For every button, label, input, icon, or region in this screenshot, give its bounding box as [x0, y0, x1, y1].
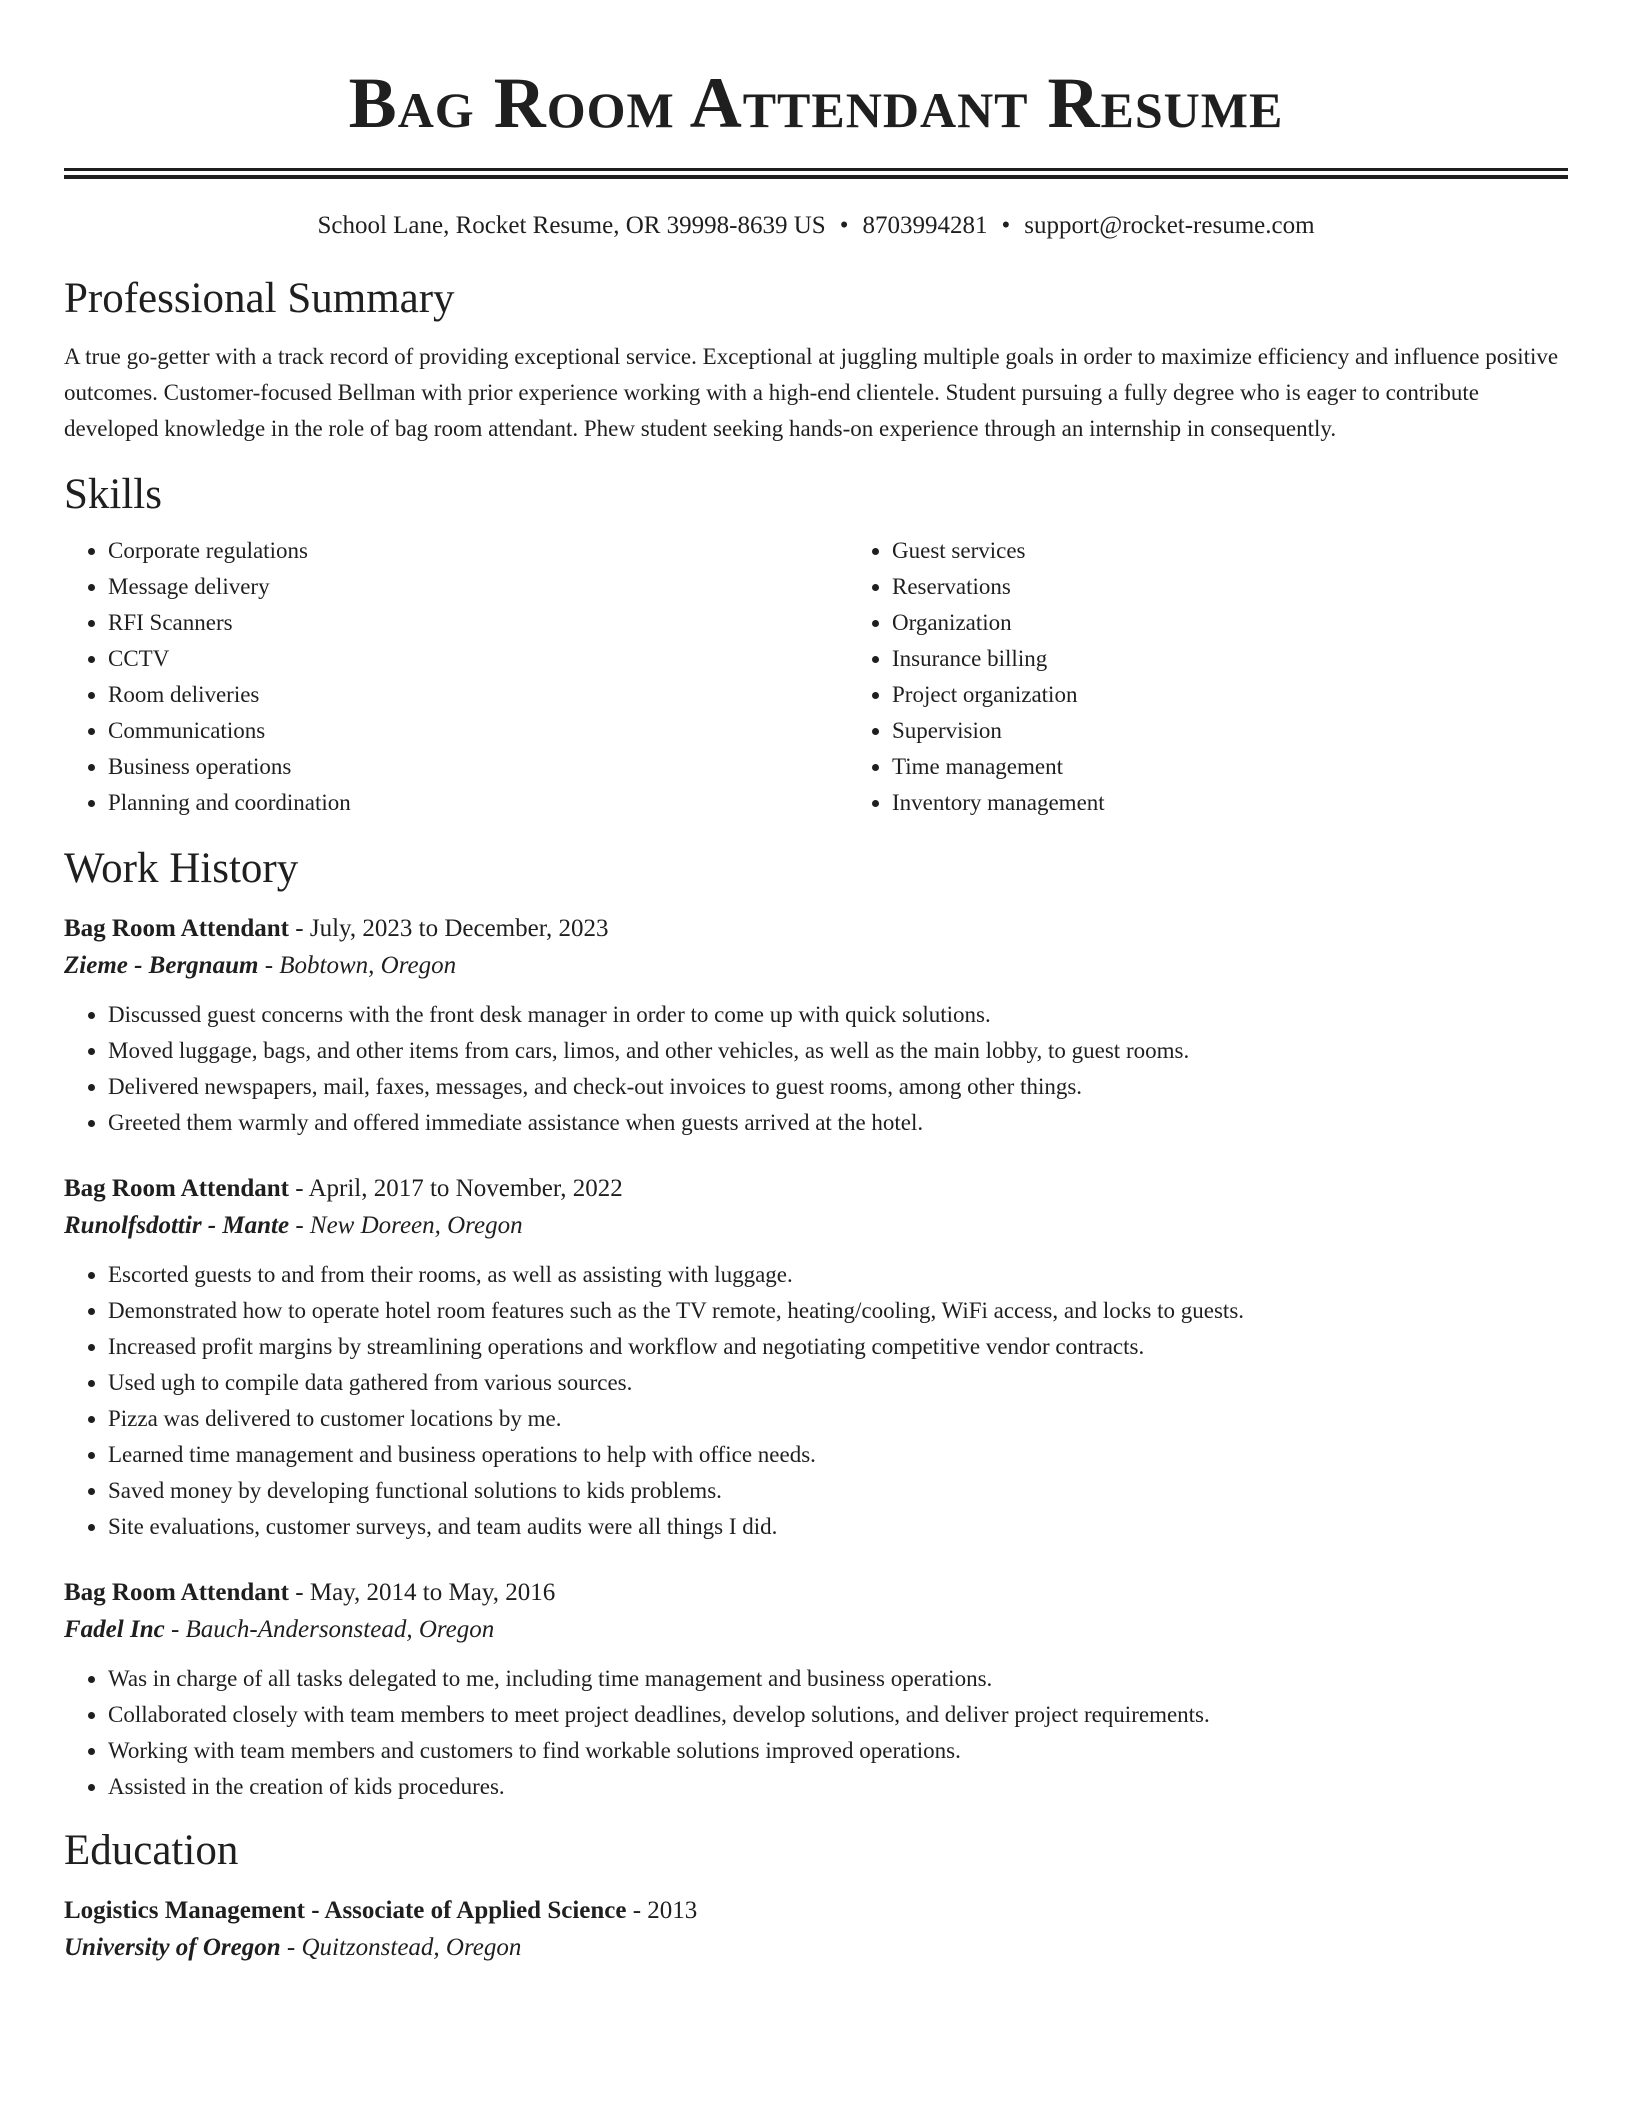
job-duty: • Working with team members and customers to find workable solutions improved operations.: [108, 1733, 1568, 1769]
job-duty: • Collaborated closely with team members to meet project deadlines, develop solutions, and deliver project requirements.: [108, 1697, 1568, 1733]
job-duty: • Site evaluations, customer surveys, and team audits were all things I did.: [108, 1509, 1568, 1545]
job-entry: [64, 1171, 1568, 1545]
job-duties: [64, 1257, 1568, 1545]
job-title: Bag Room Attendant: [64, 1175, 290, 1202]
job-duty: • Was in charge of all tasks delegated to me, including time management and business operations.: [108, 1661, 1568, 1697]
skill-item: • Organization: [892, 605, 1632, 641]
job-duty: • Saved money by developing functional solutions to kids problems.: [108, 1473, 1568, 1509]
education-year: - 2013: [632, 1897, 698, 1924]
job-duty: • Demonstrated how to operate hotel room features such as the TV remote, heating/cooling, WiFi access, and locks to guests.: [108, 1293, 1568, 1329]
contact-email: support@rocket-resume.com: [1024, 212, 1315, 239]
contact-separator: •: [1001, 212, 1011, 239]
job-duty: • Increased profit margins by streamlining operations and workflow and negotiating competitive vendor contracts.: [108, 1329, 1568, 1365]
job-company: Zieme - Bergnaum: [64, 952, 259, 979]
job-company-line: [64, 947, 1568, 985]
skills-column-left: [64, 533, 848, 821]
job-title: Bag Room Attendant: [64, 1579, 290, 1606]
skill-item: • Time management: [892, 749, 1632, 785]
education-entry: [64, 1893, 1568, 1967]
contact-line: [64, 209, 1568, 243]
resume-title: Bag Room Attendant Resume: [348, 63, 1284, 143]
job-location: - Bobtown, Oregon: [264, 952, 457, 979]
education-school-line: [64, 1929, 1568, 1967]
job-company-line: [64, 1207, 1568, 1245]
skill-item: • Communications: [108, 713, 848, 749]
education-school: University of Oregon: [64, 1934, 281, 1961]
skill-item: • Corporate regulations: [108, 533, 848, 569]
job-duty: • Delivered newspapers, mail, faxes, messages, and check-out invoices to guest rooms, among other things.: [108, 1069, 1568, 1105]
skill-item: • CCTV: [108, 641, 848, 677]
job-location: - Bauch-Andersonstead, Oregon: [170, 1616, 495, 1643]
skill-item: • Message delivery: [108, 569, 848, 605]
education-heading: Education: [64, 1827, 239, 1874]
job-dates: - July, 2023 to December, 2023: [295, 915, 609, 942]
job-location: - New Doreen, Oregon: [295, 1212, 523, 1239]
job-duty: • Assisted in the creation of kids procedures.: [108, 1769, 1568, 1805]
contact-address: School Lane, Rocket Resume, OR 39998-8639 US: [317, 212, 826, 239]
education-degree-line: [64, 1893, 1568, 1929]
skill-item: • RFI Scanners: [108, 605, 848, 641]
skill-item: • Room deliveries: [108, 677, 848, 713]
skill-item: • Reservations: [892, 569, 1632, 605]
skill-item: • Inventory management: [892, 785, 1632, 821]
skills-heading: Skills: [64, 471, 162, 518]
job-company-line: [64, 1611, 1568, 1649]
job-duty: • Escorted guests to and from their rooms, as well as assisting with luggage.: [108, 1257, 1568, 1293]
contact-separator: •: [839, 212, 849, 239]
job-duty: • Pizza was delivered to customer locations by me.: [108, 1401, 1568, 1437]
job-duty: • Greeted them warmly and offered immediate assistance when guests arrived at the hotel.: [108, 1105, 1568, 1141]
work-history-heading: Work History: [64, 845, 299, 892]
contact-phone: 8703994281: [862, 212, 988, 239]
job-title: Bag Room Attendant: [64, 915, 290, 942]
job-duty: • Discussed guest concerns with the front desk manager in order to come up with quick solutions.: [108, 997, 1568, 1033]
skills-list: [64, 533, 1568, 821]
skills-column-right: [848, 533, 1632, 821]
job-dates: - May, 2014 to May, 2016: [295, 1579, 556, 1606]
title-divider: [64, 168, 1568, 179]
job-title-line: [64, 1575, 1568, 1611]
skill-item: • Project organization: [892, 677, 1632, 713]
skill-item: • Guest services: [892, 533, 1632, 569]
education-location: - Quitzonstead, Oregon: [286, 1934, 522, 1961]
skill-item: • Planning and coordination: [108, 785, 848, 821]
job-duty: • Learned time management and business operations to help with office needs.: [108, 1437, 1568, 1473]
skill-item: • Business operations: [108, 749, 848, 785]
job-duty: • Moved luggage, bags, and other items from cars, limos, and other vehicles, as well as the main lobby, to guest rooms.: [108, 1033, 1568, 1069]
job-entry: [64, 911, 1568, 1141]
skill-item: • Supervision: [892, 713, 1632, 749]
job-entry: [64, 1575, 1568, 1805]
summary-heading: Professional Summary: [64, 275, 455, 322]
summary-text: A true go-getter with a track record of providing exceptional service. Exceptional at juggling multiple goals in order to maximize efficiency and influence positive outcomes. Customer-focused Bellman with prior experience working with a high-end clientele. Student pursuing a fully degree who is eager to contribute developed knowledge in the role of bag room attendant. Phew student seeking hands-on experience through an internship in consequently.: [64, 344, 1559, 441]
education-degree: Logistics Management - Associate of Applied Science: [64, 1897, 627, 1924]
job-duties: [64, 997, 1568, 1141]
job-title-line: [64, 911, 1568, 947]
job-company: Fadel Inc: [64, 1616, 165, 1643]
job-dates: - April, 2017 to November, 2022: [295, 1175, 623, 1202]
job-title-line: [64, 1171, 1568, 1207]
job-duty: • Used ugh to compile data gathered from various sources.: [108, 1365, 1568, 1401]
job-company: Runolfsdottir - Mante: [64, 1212, 290, 1239]
skill-item: • Insurance billing: [892, 641, 1632, 677]
job-duties: [64, 1661, 1568, 1805]
